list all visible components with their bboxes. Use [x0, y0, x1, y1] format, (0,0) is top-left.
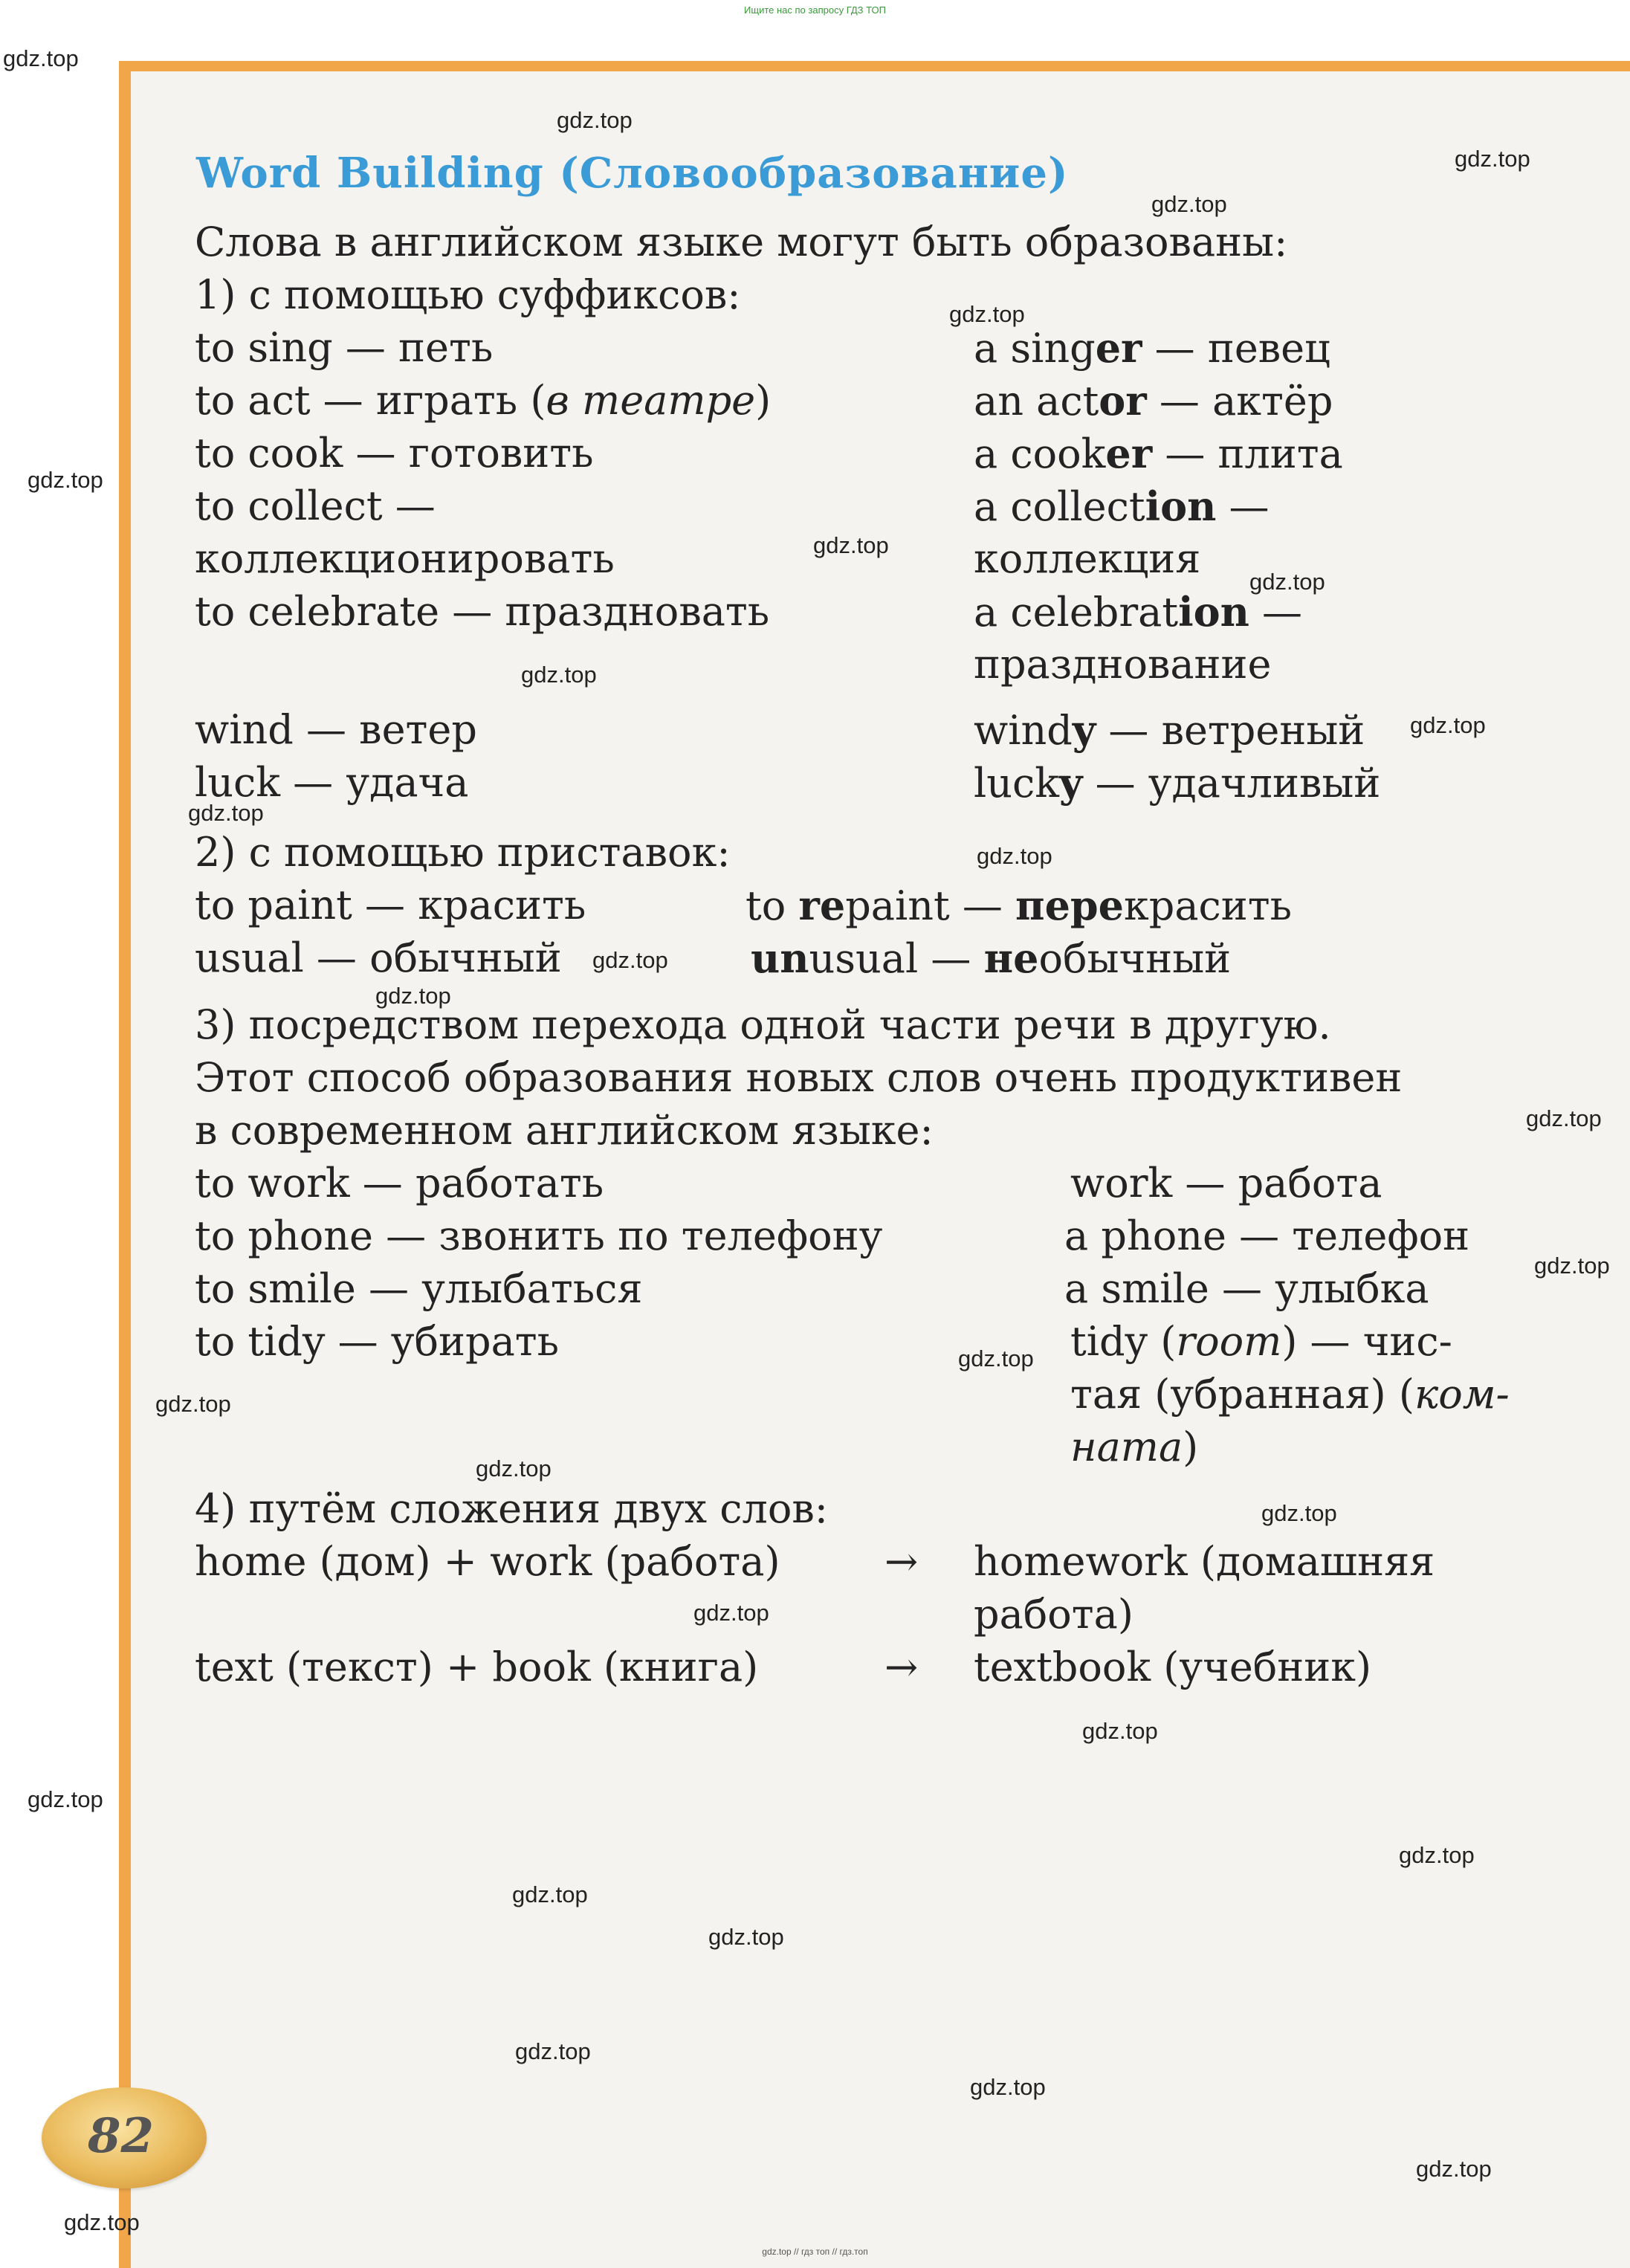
s1b-row1-left: wind — ветер	[195, 706, 477, 753]
watermark: gdz.top	[1249, 569, 1325, 595]
s4-row1-right: homework (домашняя	[974, 1538, 1435, 1585]
s3-row4-left: to tidy — убирать	[195, 1318, 560, 1365]
watermark: gdz.top	[693, 1600, 769, 1626]
s1b-row2-right: lucky — удачливый	[974, 759, 1381, 807]
watermark: gdz.top	[970, 2074, 1046, 2100]
watermark: gdz.top	[813, 532, 889, 558]
watermark: gdz.top	[64, 2209, 140, 2235]
s3-row3-right: a smile — улыбка	[1064, 1265, 1429, 1312]
s3-row1-right: work — работа	[1070, 1160, 1382, 1206]
s1-row5-right: a celebration —	[974, 588, 1303, 636]
s1-row5-left: to celebrate — праздновать	[195, 588, 770, 635]
watermark: gdz.top	[1410, 712, 1486, 738]
s4-row1-right-cont: работа)	[974, 1591, 1133, 1638]
page-title: Word Building (Словообразование)	[196, 149, 1069, 198]
section3-desc-line1: Этот способ образования новых слов очень продуктивен	[195, 1054, 1403, 1101]
watermark: gdz.top	[515, 2038, 591, 2064]
s4-row1-arrow: →	[884, 1538, 919, 1585]
watermark: gdz.top	[375, 983, 451, 1009]
s2-row2-left: usual — обычный	[195, 934, 562, 981]
s1b-row2-left: luck — удача	[195, 759, 469, 806]
watermark: gdz.top	[958, 1345, 1034, 1372]
s1b-row1-right: windy — ветреный	[974, 706, 1365, 754]
watermark: gdz.top	[476, 1456, 552, 1482]
watermark: gdz.top	[592, 947, 668, 973]
watermark: gdz.top	[1261, 1500, 1337, 1526]
s2-row1-left: to paint — красить	[195, 882, 586, 928]
watermark: gdz.top	[1534, 1253, 1610, 1279]
s4-row2-right: textbook (учебник)	[974, 1644, 1372, 1690]
watermark: gdz.top	[1526, 1105, 1602, 1131]
watermark: gdz.top	[557, 107, 633, 133]
watermark: gdz.top	[512, 1881, 588, 1907]
s3-row2-right: a phone — телефон	[1064, 1212, 1470, 1259]
s1-row4-right-cont: коллекция	[974, 535, 1201, 582]
s2-row2-right: unusual — необычный	[751, 934, 1232, 982]
s4-row2-arrow: →	[884, 1644, 919, 1690]
watermark: gdz.top	[1416, 2156, 1492, 2182]
watermark: gdz.top	[28, 1786, 103, 1812]
s3-row4-right-cont: тая (убранная) (ком-	[1070, 1371, 1510, 1418]
watermark: gdz.top	[155, 1391, 231, 1417]
s3-row3-left: to smile — улыбаться	[195, 1265, 643, 1312]
s1-row4-left-cont: коллекционировать	[195, 535, 615, 582]
s1-row4-right: a collection —	[974, 482, 1270, 530]
s1-row3-right: a cooker — плита	[974, 430, 1343, 477]
page-number: 82	[88, 2108, 155, 2164]
watermark: gdz.top	[3, 45, 79, 71]
section2-heading: 2) с помощью приставок:	[195, 829, 731, 876]
watermark: gdz.top	[1151, 191, 1227, 217]
bottom-banner: gdz.top // гдз топ // гдз.топ	[762, 2246, 868, 2257]
s3-row4-right: tidy (room) — чис-	[1070, 1318, 1452, 1365]
watermark: gdz.top	[188, 800, 264, 826]
watermark: gdz.top	[28, 467, 103, 493]
top-banner: Ищите нас по запросу ГДЗ ТОП	[744, 4, 886, 16]
s2-row1-right: to repaint — перекрасить	[746, 882, 1293, 929]
s1-row1-left: to sing — петь	[195, 324, 494, 371]
watermark: gdz.top	[1082, 1718, 1158, 1744]
watermark: gdz.top	[708, 1924, 784, 1950]
s4-row1-left: home (дом) + work (работа)	[195, 1538, 780, 1585]
section3-desc-line2: в современном английском языке:	[195, 1107, 934, 1154]
section3-heading: 3) посредством перехода одной части речи в другую.	[195, 1001, 1331, 1048]
s3-row2-left: to phone — звонить по телефону	[195, 1212, 883, 1259]
watermark: gdz.top	[1399, 1842, 1475, 1868]
section1-heading: 1) с помощью суффиксов:	[195, 271, 741, 318]
section4-heading: 4) путём сложения двух слов:	[195, 1485, 828, 1532]
s3-row4-right-cont2: ната)	[1070, 1424, 1199, 1470]
s4-row2-left: text (текст) + book (книга)	[195, 1644, 759, 1690]
s1-row5-right-cont: празднование	[974, 641, 1272, 688]
intro-text: Слова в английском языке могут быть образованы:	[195, 219, 1288, 265]
s1-row1-right: a singer — певец	[974, 324, 1330, 372]
watermark: gdz.top	[1455, 146, 1530, 172]
s3-row1-left: to work — работать	[195, 1160, 604, 1206]
s1-row4-left: to collect —	[195, 482, 436, 529]
s1-row2-left: to act — играть (в театре)	[195, 377, 772, 424]
watermark: gdz.top	[521, 662, 597, 688]
s1-row2-right: an actor — актёр	[974, 377, 1333, 424]
watermark: gdz.top	[977, 843, 1052, 869]
s1-row3-left: to cook — готовить	[195, 430, 594, 476]
watermark: gdz.top	[949, 301, 1025, 327]
